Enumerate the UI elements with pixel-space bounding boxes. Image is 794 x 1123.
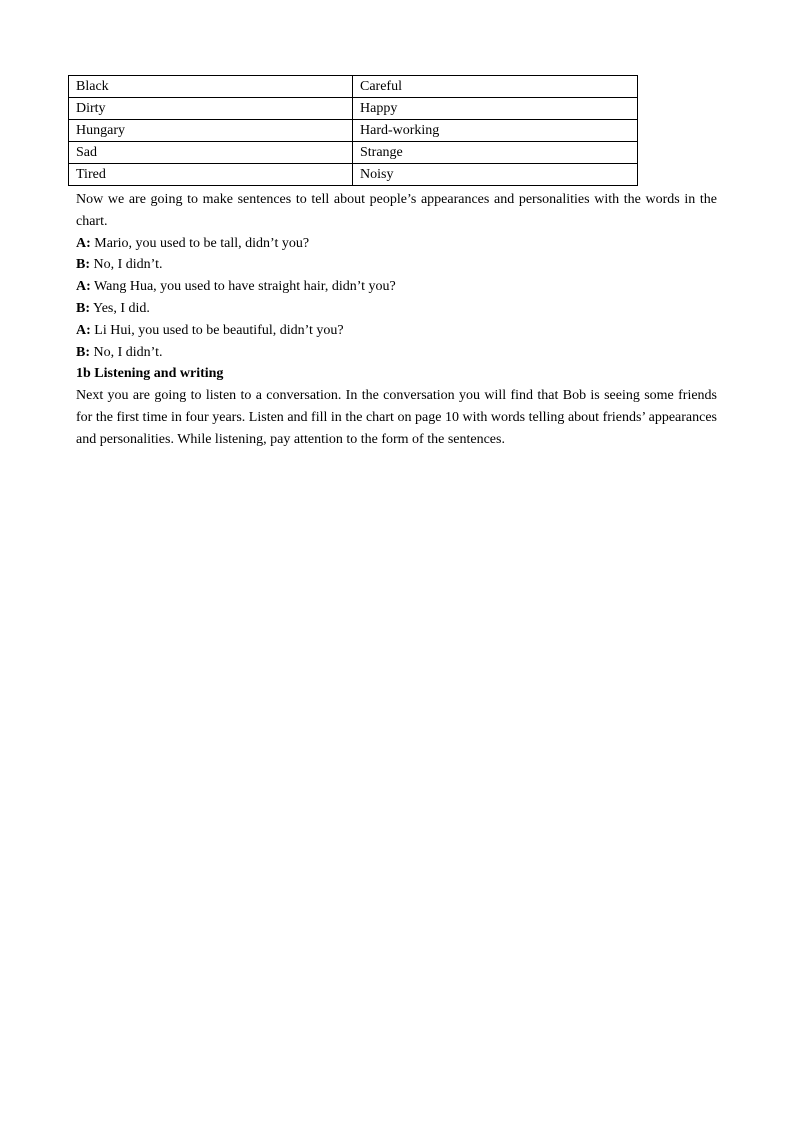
dialogue-text: Mario, you used to be tall, didn’t you? xyxy=(94,235,310,251)
dialogue-text: Wang Hua, you used to have straight hair, didn’t you? xyxy=(94,279,396,295)
table-cell: Black xyxy=(69,76,353,98)
dialogue-text: Li Hui, you used to be beautiful, didn’t you? xyxy=(94,322,344,338)
section-heading: 1b Listening and writing xyxy=(76,366,224,382)
dialogue-line xyxy=(76,233,717,255)
dialogue-line xyxy=(76,298,717,320)
dialogue-text: Yes, I did. xyxy=(92,300,150,316)
table-cell: Hungary xyxy=(69,120,353,142)
section-paragraph: Next you are going to listen to a conversation. In the conversation you will find that Bob is seeing some friends for the first time in four years. Listen and fill in the chart on page 10 with words telling about friends’ appearances and personalities. While listening, pay attention to the form of the sentences. xyxy=(76,388,717,447)
table-cell: Happy xyxy=(353,98,638,120)
speaker-label: B: xyxy=(76,344,90,360)
table-cell: Careful xyxy=(353,76,638,98)
table-row xyxy=(69,76,638,98)
speaker-label: B: xyxy=(76,257,90,273)
speaker-label: A: xyxy=(76,279,91,295)
document-body xyxy=(76,189,717,451)
speaker-label: B: xyxy=(76,300,90,316)
table-cell: Strange xyxy=(353,142,638,164)
intro-paragraph: Now we are going to make sentences to tell about people’s appearances and personalities with the words in the chart. xyxy=(76,192,717,229)
speaker-label: A: xyxy=(76,235,91,251)
table-row xyxy=(69,142,638,164)
dialogue-line xyxy=(76,276,717,298)
table-cell: Noisy xyxy=(353,164,638,186)
table-cell: Tired xyxy=(69,164,353,186)
dialogue-text: No, I didn’t. xyxy=(93,344,163,360)
dialogue-line xyxy=(76,342,717,364)
table-cell: Hard-working xyxy=(353,120,638,142)
dialogue-line xyxy=(76,254,717,276)
table-cell: Sad xyxy=(69,142,353,164)
table-row xyxy=(69,164,638,186)
speaker-label: A: xyxy=(76,322,91,338)
word-chart-table xyxy=(68,75,638,186)
table-row xyxy=(69,120,638,142)
table-cell: Dirty xyxy=(69,98,353,120)
table-row xyxy=(69,98,638,120)
dialogue-line xyxy=(76,320,717,342)
dialogue-text: No, I didn’t. xyxy=(93,257,163,273)
